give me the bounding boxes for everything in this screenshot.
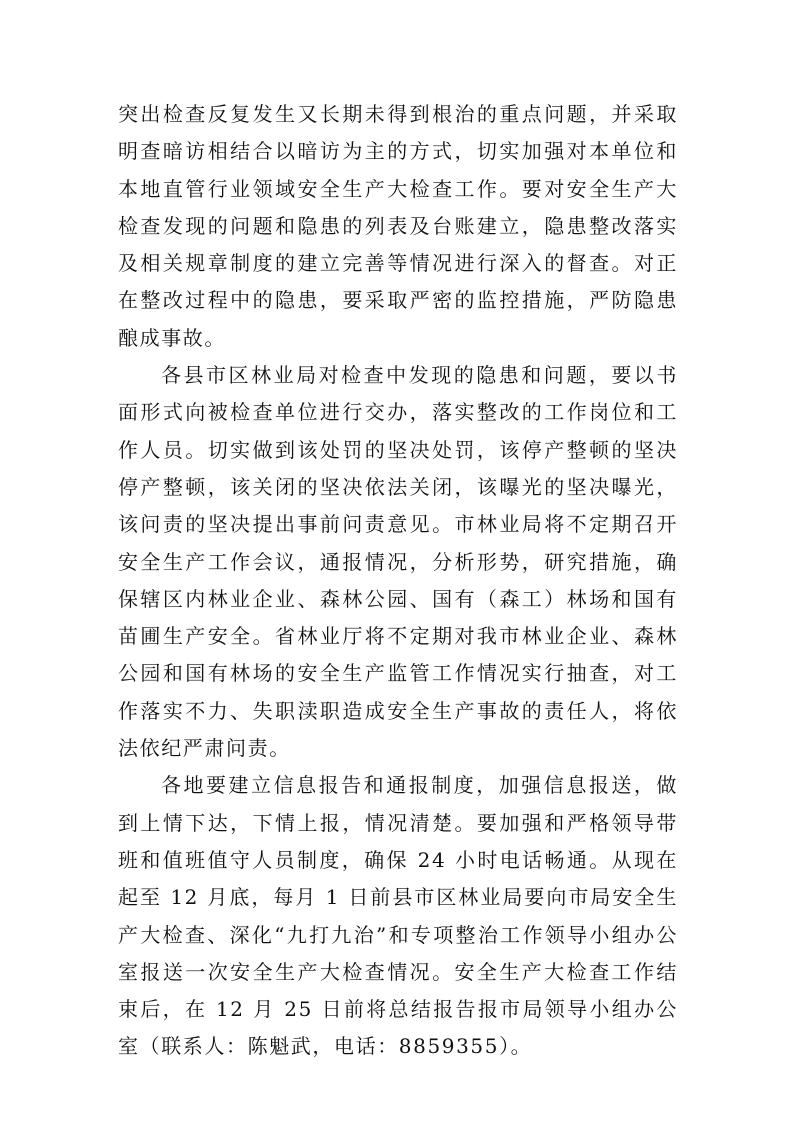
paragraph-1: 突出检查反复发生又长期未得到根治的重点问题，并采取明查暗访相结合以暗访为主的方式，切实加强对本单位和本地直管行业领域安全生产大检查工作。要对安全生产大检查发现的问题和隐患的列表及台账建立，隐患整改落实及相关规章制度的建立完善等情况进行深入的督查。对正在整改过程中的隐患，要采取严密的监控措施，严防隐患酿成事故。	[118, 102, 678, 350]
paragraph-3: 各地要建立信息报告和通报制度，加强信息报送，做到上情下达，下情上报，情况清楚。要加强和严格领导带班和值班值守人员制度，确保 24 小时电话畅通。从现在起至 12 月底，每月 1 日前县市区林业局要向市局安全生产大检查、深化“九打九治”和专项整治工作领导小组办公室报送一次安全生产大检查情况。安全生产大检查工作结束后，在 12 月 25 日前将总结报告报市局领导小组办公室（联系人：陈魁武，电话：8859355）。	[118, 773, 678, 1059]
paragraph-2: 各县市区林业局对检查中发现的隐患和问题，要以书面形式向被检查单位进行交办，落实整改的工作岗位和工作人员。切实做到该处罚的坚决处罚，该停产整顿的坚决停产整顿，该关闭的坚决依法关闭，该曝光的坚决曝光，该问责的坚决提出事前问责意见。市林业局将不定期召开安全生产工作会议，通报情况，分析形势，研究措施，确保辖区内林业企业、森林公园、国有（森工）林场和国有苗圃生产安全。省林业厅将不定期对我市林业企业、森林公园和国有林场的安全生产监管工作情况实行抽查，对工作落实不力、失职渎职造成安全生产事故的责任人，将依法依纪严肃问责。	[118, 363, 678, 761]
document-body	[118, 96, 678, 1066]
